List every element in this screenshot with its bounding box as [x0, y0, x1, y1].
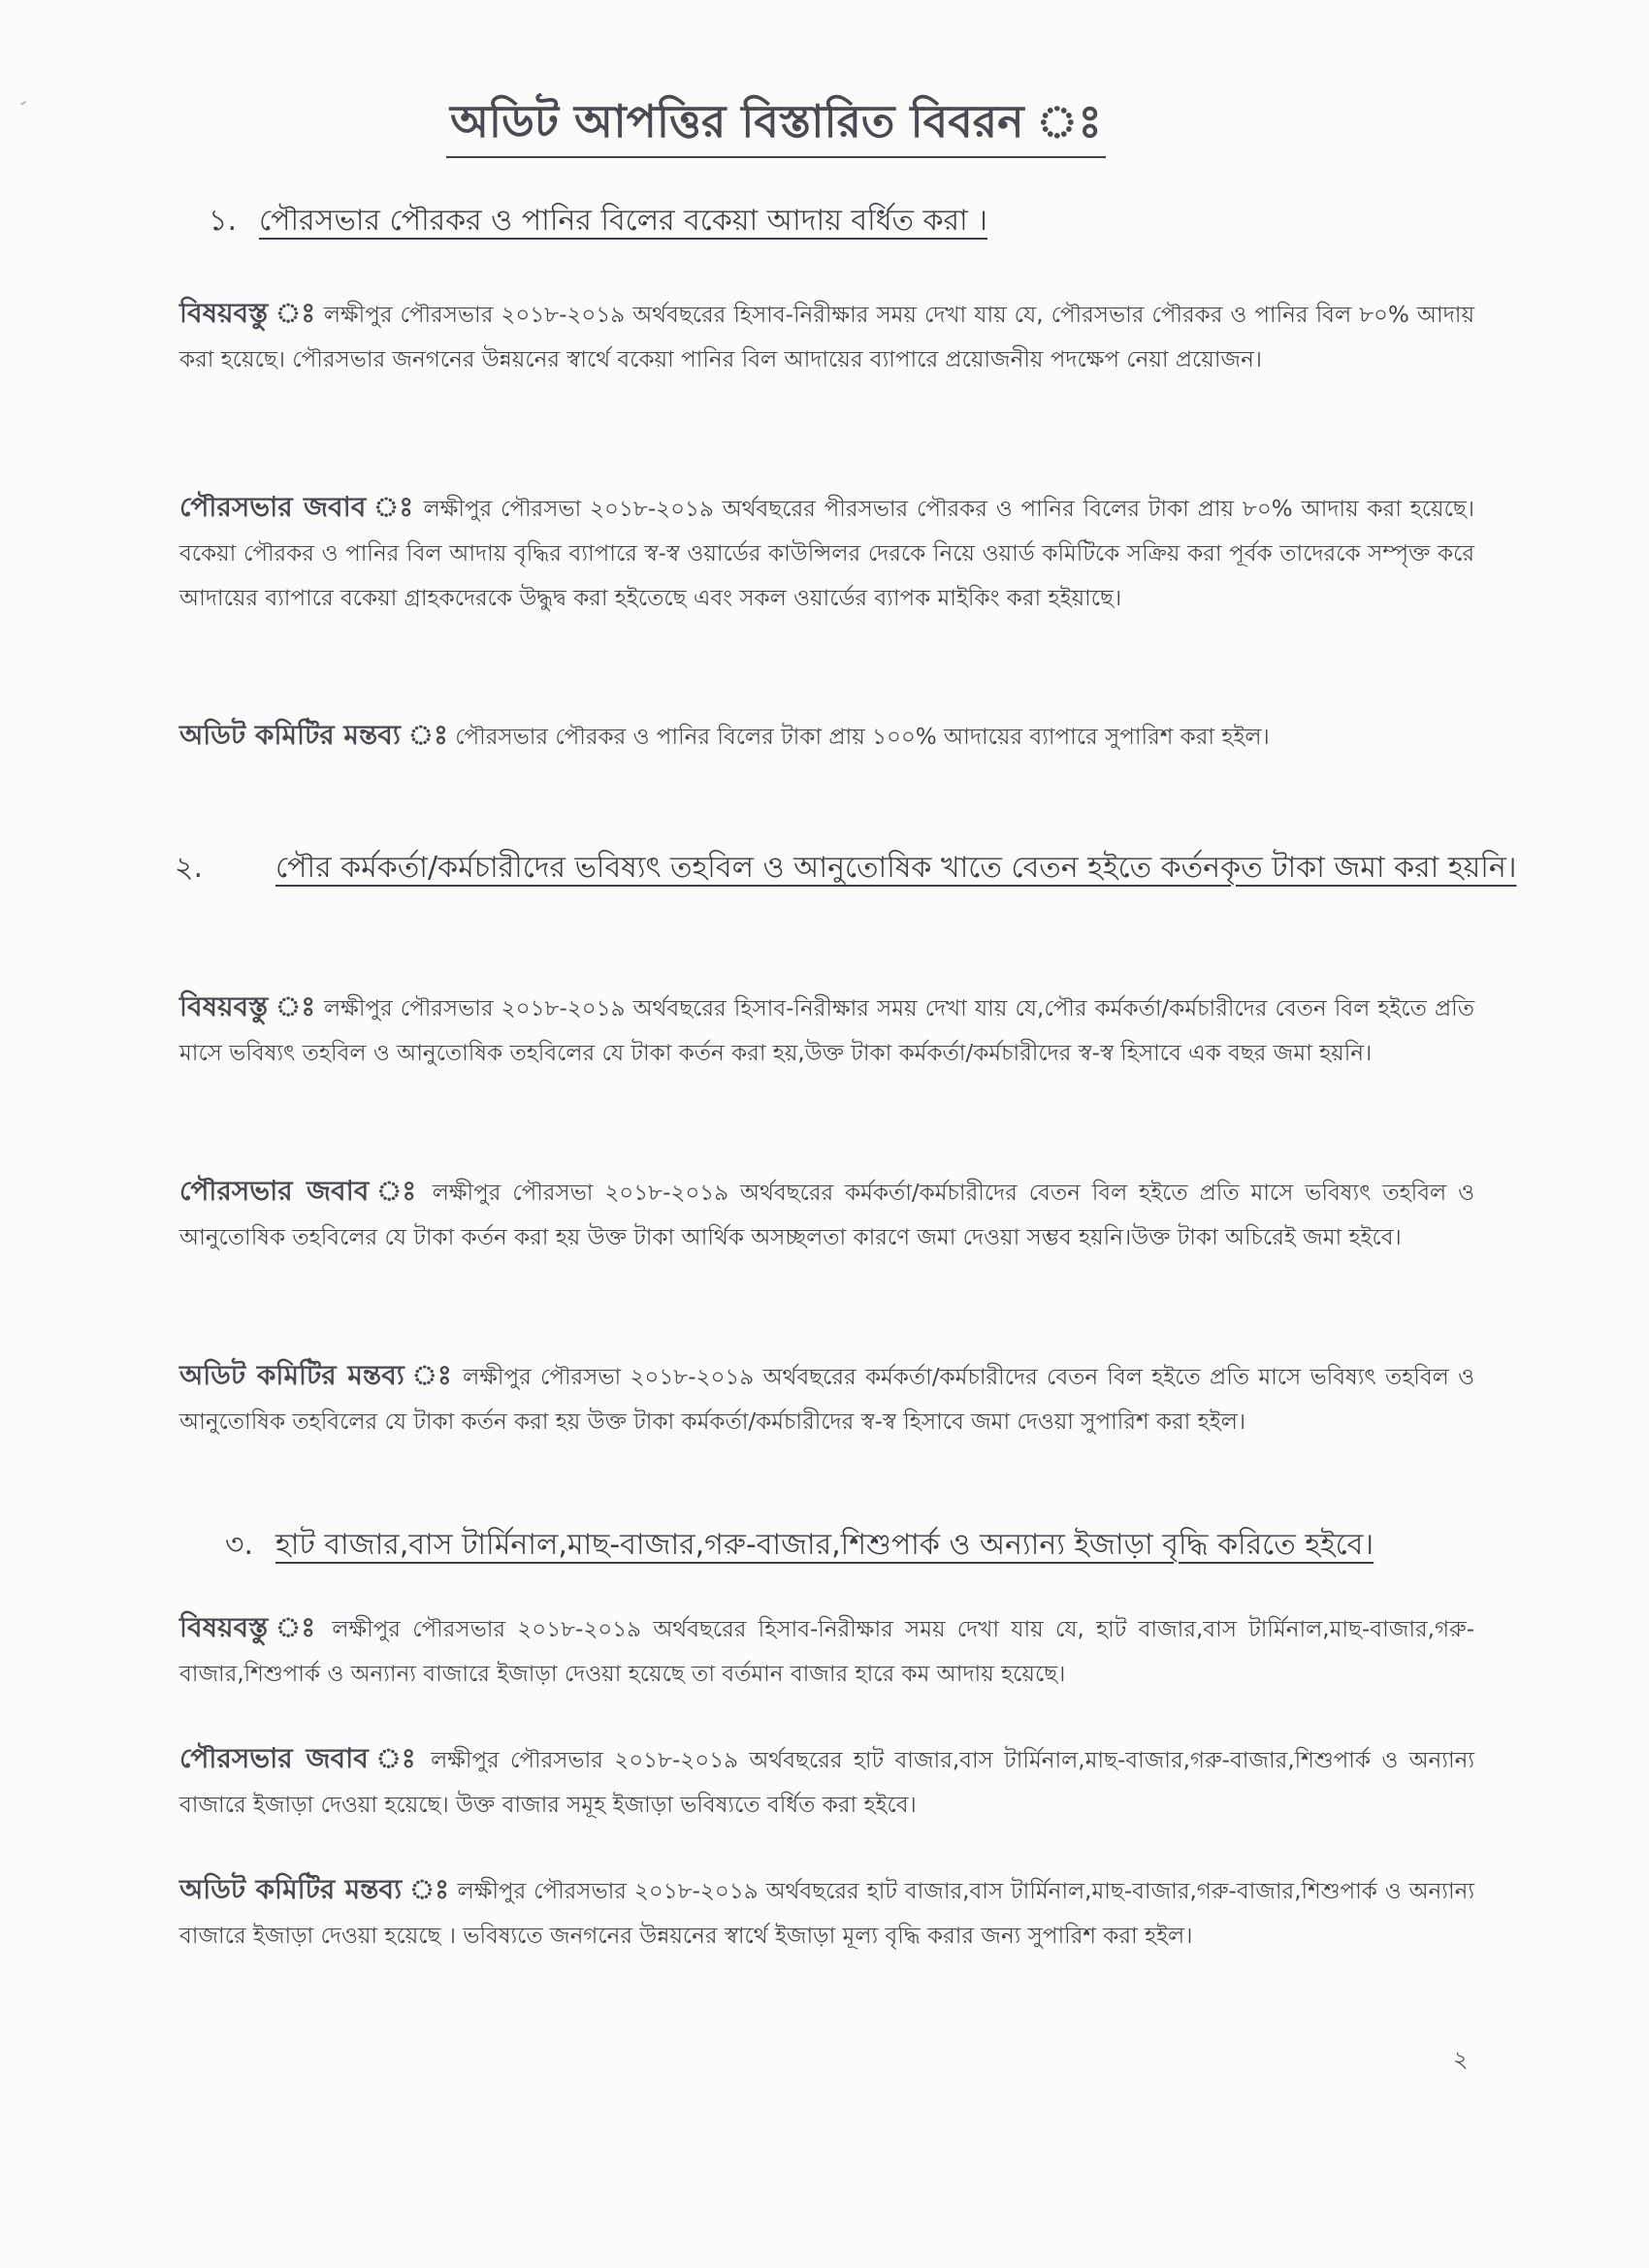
comment-paragraph	[179, 1353, 1474, 1444]
section-heading-3	[225, 1523, 1505, 1568]
section-heading-text: পৌরসভার পৌরকর ও পানির বিলের বকেয়া আদায় বর্ধিত করা ।	[259, 204, 988, 238]
subject-paragraph	[179, 1605, 1474, 1697]
subject-paragraph	[179, 291, 1474, 382]
subject-text: লক্ষীপুর পৌরসভার ২০১৮-২০১৯ অর্থবছরের হিসাব-নিরীক্ষার সময় দেখা যায় যে, পৌরসভার পৌরকর ও পানির বিল ৮০% আদায় করা হয়েছে। পৌরসভার জনগনের উন্নয়নের স্বার্থে বকেয়া পানির বিল আদায়ের ব্যাপারে প্রয়োজনীয় পদক্ষেপ নেয়া প্রয়োজন।	[179, 303, 1474, 373]
section-number: ২.	[175, 851, 204, 885]
reply-paragraph	[179, 1736, 1474, 1828]
comment-label: অডিট কমিটির মন্তব্য ঃ	[179, 1873, 450, 1905]
reply-text: লক্ষীপুর পৌরসভা ২০১৮-২০১৯ অর্থবছরের কর্মকর্তা/কর্মচারীদের বেতন বিল হইতে প্রতি মাসে ভবিষ্যৎ তহবিল ও আনুতোষিক তহবিলের যে টাকা কর্তন করা হয় উক্ত টাকা আর্থিক অসচ্ছলতা কারণে জমা দেওয়া সম্ভব হয়নি।উক্ত টাকা অচিরেই জমা হইবে।	[179, 1181, 1475, 1250]
section-number: ৩.	[225, 1528, 254, 1562]
reply-paragraph	[179, 485, 1474, 621]
subject-paragraph	[179, 985, 1474, 1076]
section-number: ১.	[209, 204, 238, 238]
section-heading-2	[175, 846, 1527, 891]
page-number: ২	[1453, 2046, 1469, 2073]
subject-label: বিষয়বস্তু ঃ	[179, 1611, 321, 1643]
comment-text: লক্ষীপুর পৌরসভা ২০১৮-২০১৯ অর্থবছরের কর্মকর্তা/কর্মচারীদের বেতন বিল হইতে প্রতি মাসে ভবিষ্যৎ তহবিল ও আনুতোষিক তহবিলের যে টাকা কর্তন করা হয় উক্ত টাকা কর্মকর্তা/কর্মচারীদের স্ব-স্ব হিসাবে জমা দেওয়া সুপারিশ করা হইল।	[179, 1365, 1475, 1435]
comment-text: পৌরসভার পৌরকর ও পানির বিলের টাকা প্রায় ১০০% আদায়ের ব্যাপারে সুপারিশ করা হইল।	[455, 725, 1270, 750]
reply-label: পৌরসভার জবাব ঃ	[179, 491, 415, 523]
section-heading-1	[209, 199, 1470, 243]
comment-label: অডিট কমিটির মন্তব্য ঃ	[179, 1359, 454, 1391]
reply-paragraph	[179, 1169, 1474, 1260]
comment-paragraph	[179, 1867, 1474, 1959]
comment-label: অডিট কমিটির মন্তব্য ঃ	[179, 719, 448, 751]
comment-text: লক্ষীপুর পৌরসভার ২০১৮-২০১৯ অর্থবছরের হাট বাজার,বাস টার্মিনাল,মাছ-বাজার,গরু-বাজার,শিশুপার্ক ও অন্যান্য বাজারে ইজাড়া দেওয়া হয়েছে । ভবিষ্যতে জনগনের উন্নয়নের স্বার্থে ইজাড়া মূল্য বৃদ্ধি করার জন্য সুপারিশ করা হইল।	[179, 1879, 1475, 1949]
document-title: অডিট আপত্তির বিস্তারিত বিবরন ঃ	[446, 92, 1106, 158]
reply-text: লক্ষীপুর পৌরসভা ২০১৮-২০১৯ অর্থবছরের পীরসভার পৌরকর ও পানির বিলের টাকা প্রায় ৮০% আদায় করা হয়েছে। বকেয়া পৌরকর ও পানির বিল আদায় বৃদ্ধির ব্যাপারে স্ব-স্ব ওয়ার্ডের কাউন্সিলর দেরকে নিয়ে ওয়ার্ড কমিটিকে সক্রিয় করা পূর্বক তাদেরকে সম্পৃক্ত করে আদায়ের ব্যাপারে বকেয়া গ্রাহকদেরকে উদ্ধুদ্ব করা হইতেছে এবং সকল ওয়ার্ডের ব্যাপক মাইকিং করা হইয়াছে।	[179, 497, 1474, 611]
reply-label: পৌরসভার জবাব ঃ	[179, 1742, 420, 1774]
reply-text: লক্ষীপুর পৌরসভার ২০১৮-২০১৯ অর্থবছরের হাট বাজার,বাস টার্মিনাল,মাছ-বাজার,গরু-বাজার,শিশুপার্ক ও অন্যান্য বাজারে ইজাড়া দেওয়া হয়েছে। উক্ত বাজার সমূহ ইজাড়া ভবিষ্যতে বর্ধিত করা হইবে।	[179, 1748, 1475, 1818]
subject-label: বিষয়বস্তু ঃ	[179, 297, 316, 329]
comment-paragraph	[179, 713, 1474, 760]
reply-label: পৌরসভার জবাব ঃ	[179, 1175, 421, 1207]
subject-label: বিষয়বস্তু ঃ	[179, 990, 316, 1022]
scan-mark	[20, 101, 28, 109]
section-heading-text: পৌর কর্মকর্তা/কর্মচারীদের ভবিষ্যৎ তহবিল ও আনুতোষিক খাতে বেতন হইতে কর্তনকৃত টাকা জমা করা হয়নি।	[275, 851, 1517, 885]
subject-text: লক্ষীপুর পৌরসভার ২০১৮-২০১৯ অর্থবছরের হিসাব-নিরীক্ষার সময় দেখা যায় যে, হাট বাজার,বাস টার্মিনাল,মাছ-বাজার,গরু-বাজার,শিশুপার্ক ও অন্যান্য বাজারে ইজাড়া দেওয়া হয়েছে তা বর্তমান বাজার হারে কম আদায় হয়েছে।	[179, 1617, 1474, 1687]
subject-text: লক্ষীপুর পৌরসভার ২০১৮-২০১৯ অর্থবছরের হিসাব-নিরীক্ষার সময় দেখা যায় যে,পৌর কর্মকর্তা/কর্মচারীদের বেতন বিল হইতে প্রতি মাসে ভবিষ্যৎ তহবিল ও আনুতোষিক তহবিলের যে টাকা কর্তন করা হয়,উক্ত টাকা কর্মকর্তা/কর্মচারীদের স্ব-স্ব হিসাবে এক বছর জমা হয়নি।	[179, 996, 1474, 1066]
section-heading-text: হাট বাজার,বাস টার্মিনাল,মাছ-বাজার,গরু-বাজার,শিশুপার্ক ও অন্যান্য ইজাড়া বৃদ্ধি করিতে হইবে।	[275, 1528, 1374, 1562]
